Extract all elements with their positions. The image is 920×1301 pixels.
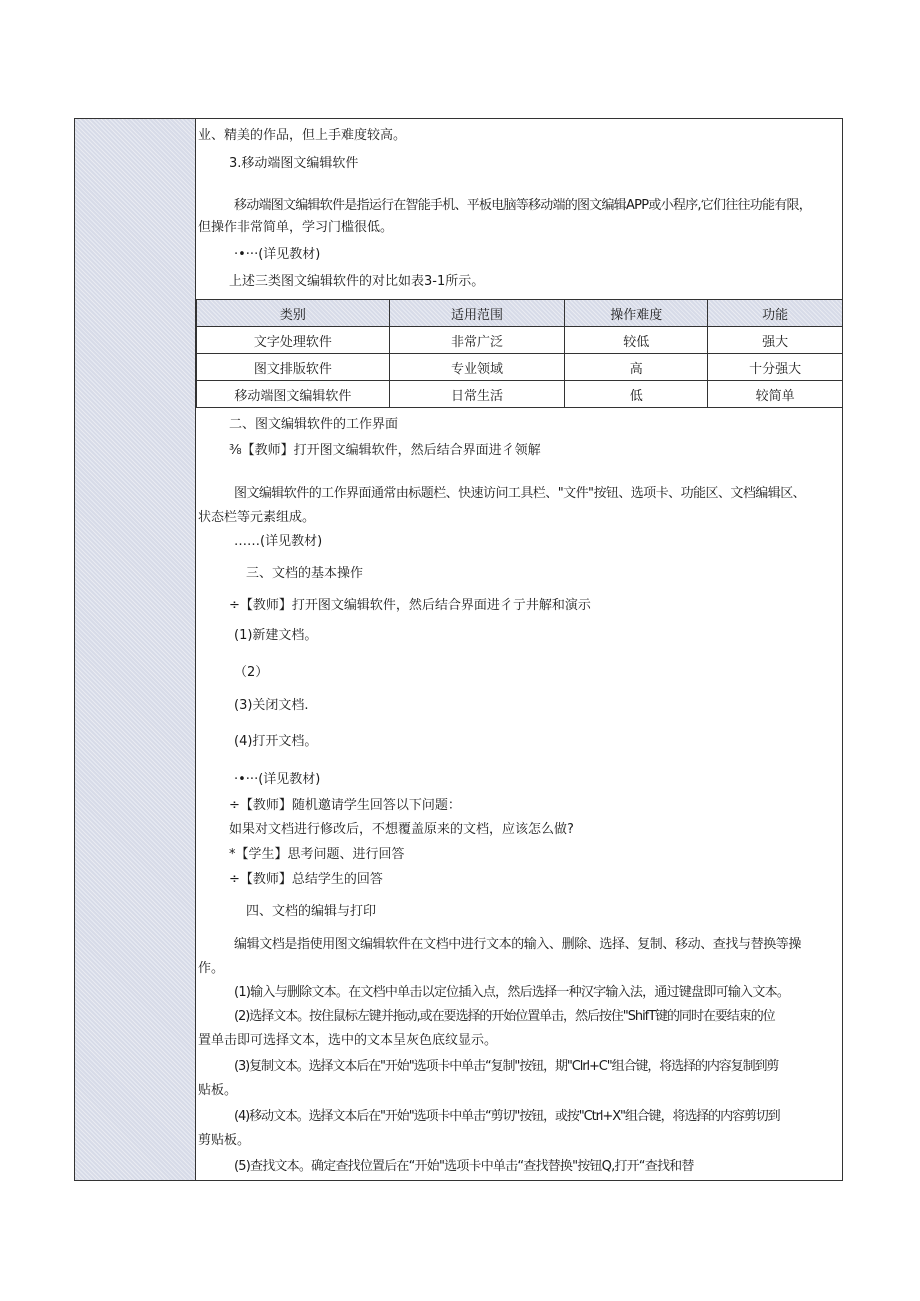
section-heading: 二、图文编辑软件的工作界面 — [229, 417, 399, 432]
content-cell — [196, 119, 842, 1180]
list-item: (1)新建文档。 — [234, 628, 318, 643]
section-heading: 四、文档的编辑与打印 — [246, 904, 377, 919]
section-heading: 三、文档的基本操作 — [246, 566, 364, 581]
table-cell: 较简单 — [708, 381, 843, 408]
table-header-row — [197, 300, 843, 327]
question: 如果对文档进行修改后，不想覆盖原来的文档，应该怎么做? — [229, 822, 574, 837]
text-line: 上述三类图文编辑软件的对比如表3-1所示。 — [229, 274, 485, 289]
text-line: (4)移动文本。选择文本后在"开始"选项卡中单击“剪切"按钮，或按"Ctrl+X"组合键，将选择的内容剪切到 — [234, 1109, 780, 1124]
table-cell: 移动端图文编辑软件 — [197, 381, 390, 408]
lesson-table-frame — [74, 118, 843, 1181]
table-row — [197, 354, 843, 381]
table-cell: 较低 — [565, 327, 708, 354]
table-cell: 低 — [565, 381, 708, 408]
list-item: (3)关闭文档. — [234, 698, 309, 713]
table-cell: 非常广泛 — [389, 327, 565, 354]
text-line: ·•···(详见教材) — [234, 247, 321, 262]
list-item: (4)打开文档。 — [234, 734, 318, 749]
teacher-note: ⅜【教师】打开图文编辑软件，然后结合界面进彳领解 — [229, 443, 541, 458]
table-cell: 专业领域 — [389, 354, 565, 381]
table-cell: 高 — [565, 354, 708, 381]
table-cell: 十分强大 — [708, 354, 843, 381]
text-line: ……(详见教材) — [234, 534, 323, 549]
text-line: (3)复制文本。选择文本后在"开始"选项卡中单击“复制"按钮，期"Clrl+C"组合键，将选择的内容复制到剪 — [234, 1059, 779, 1074]
subheading: 3.移动端图文编辑软件 — [229, 156, 359, 171]
table-cell: 图文排版软件 — [197, 354, 390, 381]
text-line: 业、精美的作品，但上手难度较高。 — [198, 128, 407, 143]
text-line: 置单击即可选择文本，选中的文本呈灰色底纹显示。 — [198, 1033, 498, 1048]
left-column-shaded — [75, 119, 196, 1180]
table-header-cell: 类别 — [197, 300, 390, 327]
teacher-note: ÷【教师】总结学生的回答 — [229, 872, 383, 887]
text-line: 移动端图文编辑软件是指运行在智能手机、平板电脑等移动端的图文编辑APP或小程序,它们往往功能有限， — [234, 198, 811, 213]
teacher-note: ÷【教师】随机邀请学生回答以下问题： — [229, 798, 461, 813]
text-line: 但操作非常简单，学习门槛很低。 — [198, 220, 394, 235]
text-line: 图文编辑软件的工作界面通常由标题栏、快速访问工具栏、"文件"按钮、选项卡、功能区、文档编辑区、 — [234, 486, 806, 501]
comparison-table — [196, 299, 843, 408]
table-row — [197, 327, 843, 354]
text-line: (2)选择文本。按住鼠标左键并拖动,或在要选择的开始位置单击，然后按住"ShifT键的同时在要结束的位 — [234, 1009, 775, 1024]
text-line: 剪贴板。 — [198, 1133, 251, 1148]
text-line: (5)查找文本。确定查找位置后在“开始"选项卡中单击“查找替换"按钮Q,打开“查找和替 — [234, 1159, 694, 1174]
text-line: 贴板。 — [198, 1083, 238, 1098]
table-header-cell: 操作难度 — [565, 300, 708, 327]
table-header-cell: 功能 — [708, 300, 843, 327]
text-line: (1)输入与删除文本。在文档中单击以定位插入点，然后选择一种汉字输入法，通过键盘即可输入文本。 — [234, 985, 790, 1000]
list-item: （2） — [234, 665, 269, 680]
table-cell: 日常生活 — [389, 381, 565, 408]
table-header-cell: 适用范围 — [389, 300, 565, 327]
teacher-note: ÷【教师】打开图文编辑软件，然后结合界面进彳亍井解和演示 — [229, 598, 591, 613]
student-note: *【学生】思考问题、进行回答 — [229, 847, 405, 862]
table-row — [197, 381, 843, 408]
text-line: ·•···(详见教材) — [234, 772, 321, 787]
table-cell: 强大 — [708, 327, 843, 354]
text-line: 状态栏等元素组成。 — [198, 510, 316, 525]
table-cell: 文字处理软件 — [197, 327, 390, 354]
text-line: 编辑文档是指使用图文编辑软件在文档中进行文本的输入、删除、选择、复制、移动、查找与替换等操 — [234, 937, 802, 952]
text-line: 作。 — [198, 961, 225, 976]
